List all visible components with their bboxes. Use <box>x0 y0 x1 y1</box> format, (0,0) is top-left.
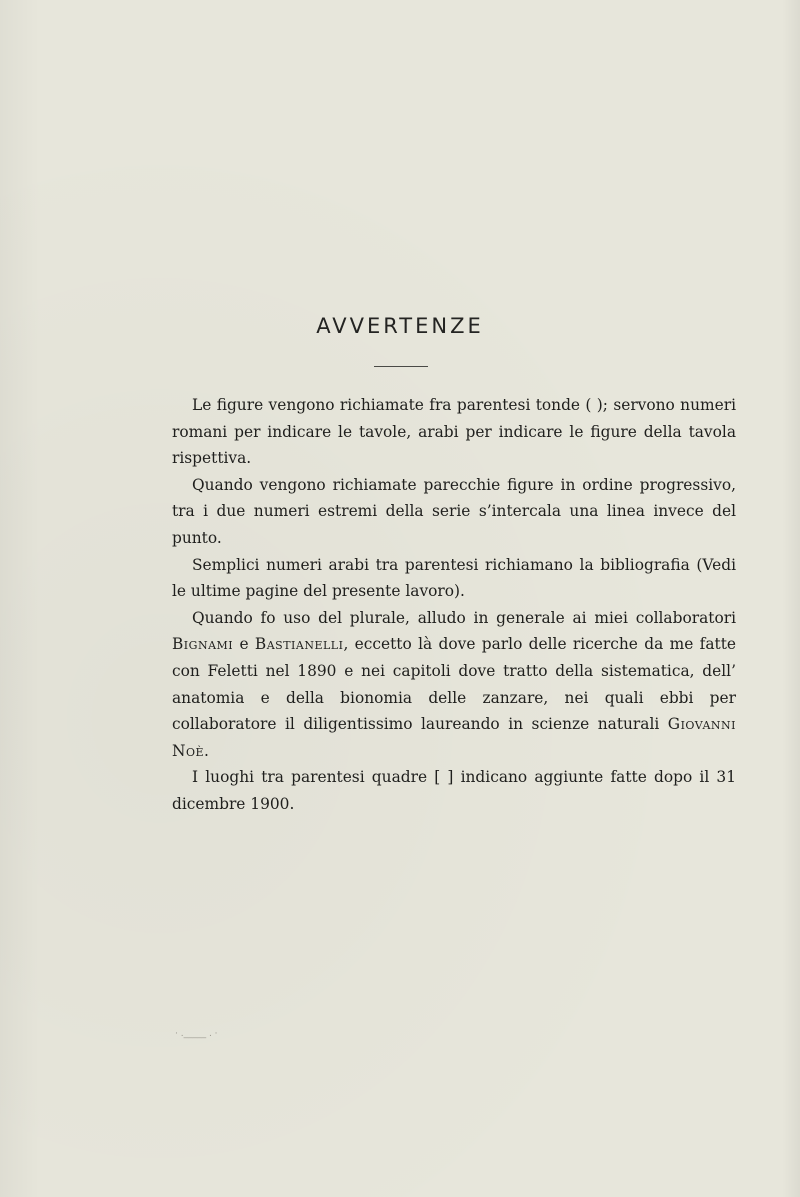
text-segment: e <box>233 635 255 654</box>
author-name-bastianelli: Bastianelli <box>254 635 344 654</box>
text-segment: Quando fo uso del plurale, alludo in generale ai miei collaboratori <box>192 608 736 627</box>
author-name-noe: Giovanni Noè <box>172 715 736 760</box>
author-name-bignami: Bignami <box>172 635 234 654</box>
page-title: AVVERTENZE <box>316 314 484 338</box>
margin-mark: · ._____ . · <box>175 1029 218 1039</box>
paragraph-figures: Le figure vengono richiamate fra parentesi tonde ( ); servono numeri romani per indicare le tavole, arabi per indicare le figure della tavola rispettiva. <box>172 396 736 468</box>
paragraph-bibliography: Semplici numeri arabi tra parentesi richiamano la bibliografia (Vedi le ultime pagine del presente lavoro). <box>172 555 736 601</box>
paragraph-brackets: I luoghi tra parentesi quadre [ ] indicano aggiunte fatte dopo il 31 dicembre 1900. <box>172 768 736 813</box>
notes-body <box>172 392 736 818</box>
paragraph-progressive: Quando vengono richiamate parecchie figure in ordine progressivo, tra i due numeri estremi della serie s’intercala una linea invece del punto. <box>172 475 736 547</box>
text-segment: , eccetto là dove parlo delle ricerche da me fatte con Feletti nel 1890 e nei capitoli dove tratto della sistematica, dell’ anatomia e della bionomia delle zanzare, nei quali ebbi per collaboratore il diligentissimo laureando in scienze naturali <box>172 635 736 734</box>
text-segment: . <box>204 741 209 760</box>
title-divider <box>374 366 428 367</box>
paragraph-collaborators <box>172 605 736 765</box>
